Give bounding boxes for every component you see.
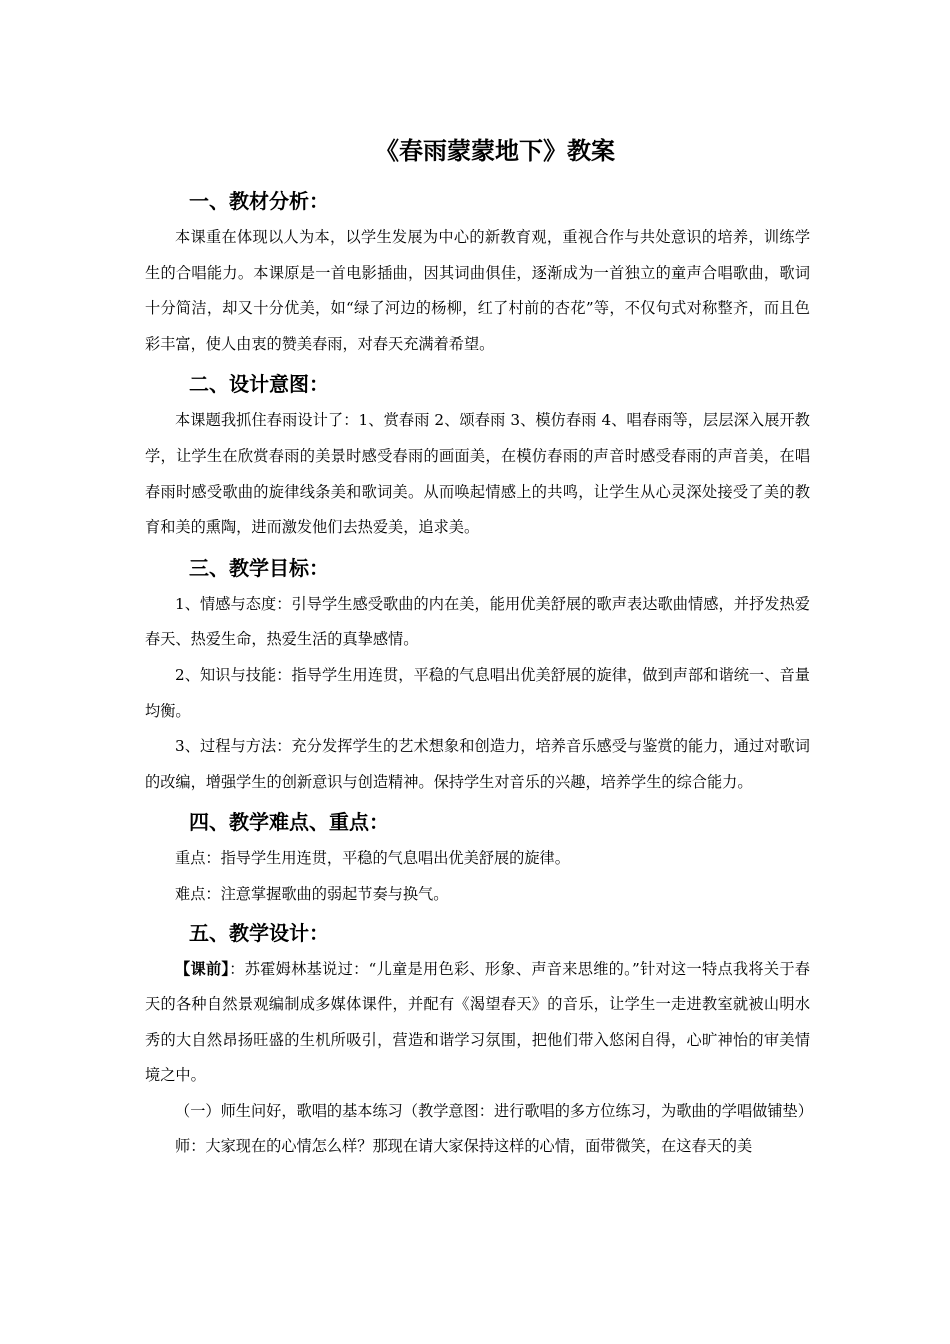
section-5-paragraph-3: 师：大家现在的心情怎么样？那现在请大家保持这样的心情，面带微笑，在这春天的美 xyxy=(175,1137,753,1156)
section-5-lead-label: 【课前】 xyxy=(175,959,230,978)
section-5-paragraph-2: （一）师生问好，歌唱的基本练习（教学意图：进行歌唱的多方位练习，为歌曲的学唱做铺垫） xyxy=(175,1101,813,1120)
section-4-paragraph-1: 重点：指导学生用连贯，平稳的气息唱出优美舒展的旋律。 xyxy=(175,849,570,868)
section-heading-4: 四、教学难点、重点： xyxy=(189,810,389,835)
section-heading-5: 五、教学设计： xyxy=(189,920,329,945)
section-heading-1: 一、教材分析： xyxy=(189,189,329,213)
section-heading-2: 二、设计意图： xyxy=(189,372,329,397)
section-1-paragraph-1: 本课重在体现以人为本，以学生发展为中心的新教育观，重视合作与共处意识的培养，训练学生的合唱能力。本课原是一首电影插曲，因其词曲俱佳，逐渐成为一首独立的童声合唱歌曲，歌词十分简洁，却又十分优美，如“绿了河边的杨柳，红了村前的杏花”等，不仅句式对称整齐，而且色彩丰富，使人由衷的赞美春雨，对春天充满着希望。 xyxy=(145,228,810,353)
section-5-paragraph-1-text: ：苏霍姆林基说过：“儿童是用色彩、形象、声音来思维的。”针对这一特点我将关于春天的各种自然景观编制成多媒体课件，并配有《渴望春天》的音乐，让学生一走进教室就被山明水秀的大自然昂扬旺盛的生机所吸引，营造和谐学习氛围，把他们带入悠闲自得，心旷神怡的审美情境之中。 xyxy=(145,959,810,1085)
document-body xyxy=(145,183,813,1165)
section-4-paragraph-2: 难点：注意掌握歌曲的弱起节奏与换气。 xyxy=(175,884,449,903)
section-3-paragraph-2: 2、知识与技能：指导学生用连贯，平稳的气息唱出优美舒展的旋律，做到声部和谐统一、音量均衡。 xyxy=(145,665,810,720)
document-title: 《春雨蒙蒙地下》教案 xyxy=(375,137,615,165)
section-3-paragraph-3: 3、过程与方法：充分发挥学生的艺术想象和创造力，培养音乐感受与鉴赏的能力，通过对歌词的改编，增强学生的创新意识与创造精神。保持学生对音乐的兴趣，培养学生的综合能力。 xyxy=(145,737,810,791)
section-3-paragraph-1: 1、情感与态度：引导学生感受歌曲的内在美，能用优美舒展的歌声表达歌曲情感，并抒发热爱春天、热爱生命，热爱生活的真挚感情。 xyxy=(145,594,810,649)
section-heading-3: 三、教学目标： xyxy=(189,555,329,580)
section-5-paragraph-1 xyxy=(145,952,810,1094)
section-2-paragraph-1: 本课题我抓住春雨设计了：1、赏春雨 2、颂春雨 3、模仿春雨 4、唱春雨等，层层深入展开教学，让学生在欣赏春雨的美景时感受春雨的画面美，在模仿春雨的声音时感受春雨的声音美，在唱春雨时感受歌曲的旋律线条美和歌词美。从而唤起情感上的共鸣，让学生从心灵深处接受了美的教育和美的熏陶，进而激发他们去热爱美，追求美。 xyxy=(145,411,810,537)
